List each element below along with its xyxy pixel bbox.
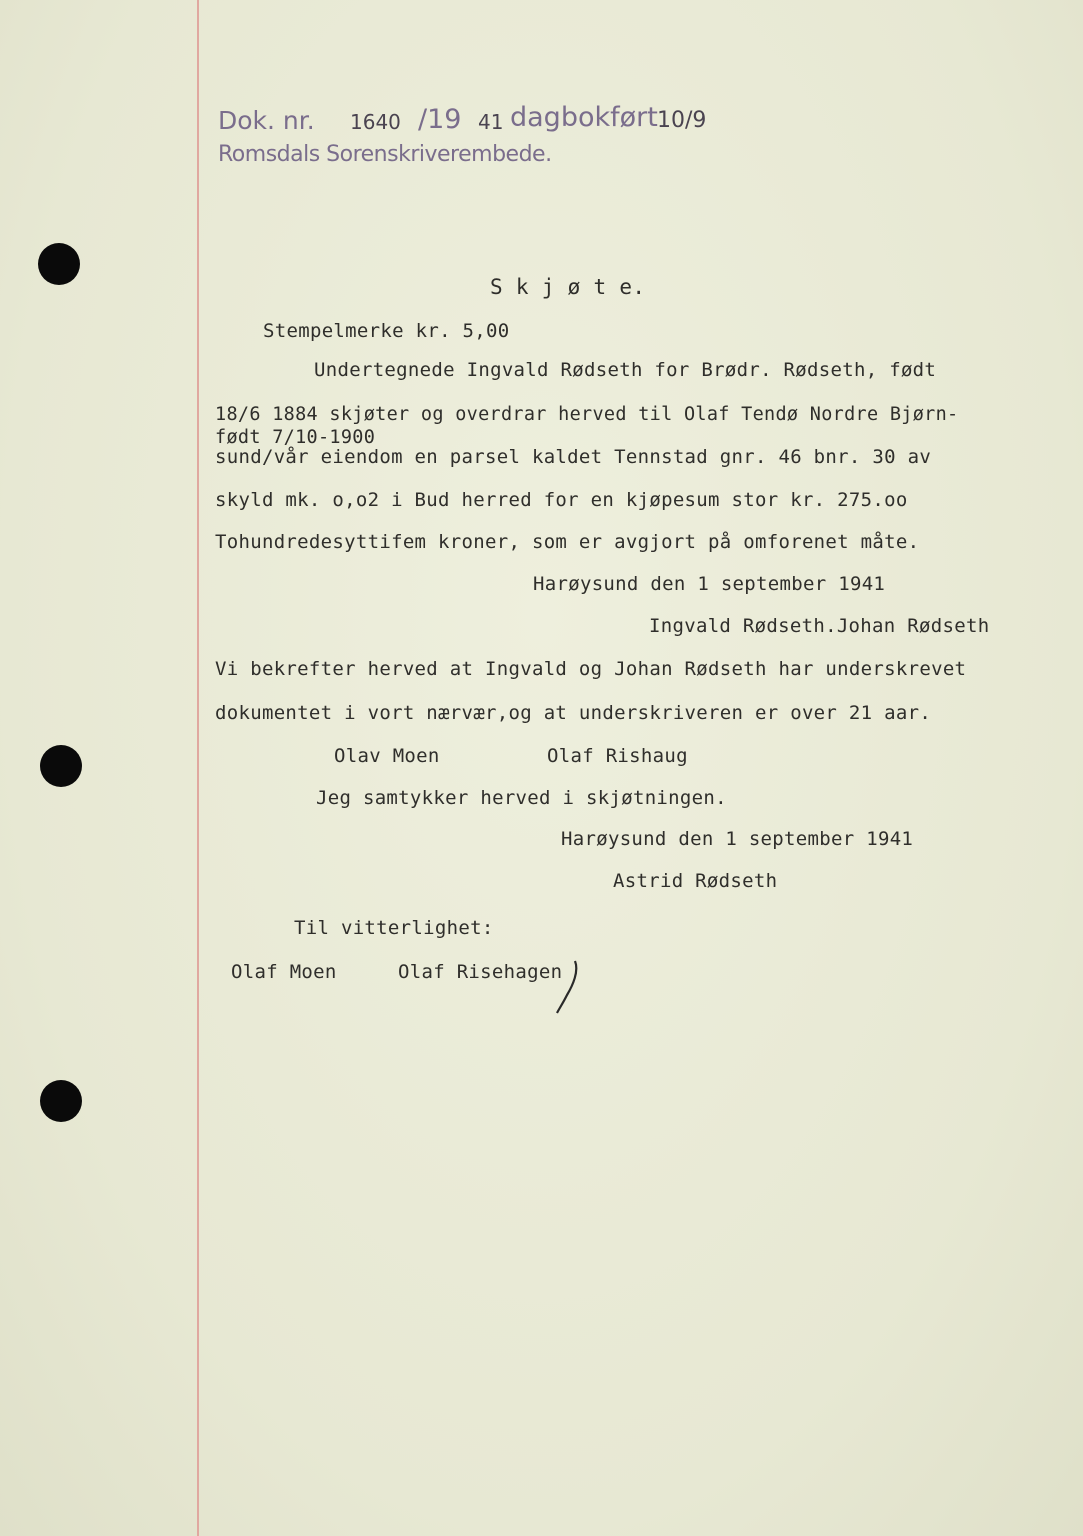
punch-hole-bottom: [40, 1080, 82, 1122]
text-line: skyld mk. o,o2 i Bud herred for en kjøpesum stor kr. 275.oo: [215, 489, 908, 511]
text-line: sund/vår eiendom en parsel kaldet Tennstad gnr. 46 bnr. 30 av: [215, 446, 932, 468]
text-line: Stempelmerke kr. 5,00: [263, 320, 510, 342]
stamp-year-prefix: /19: [418, 104, 462, 135]
signature-line: Ingvald Rødseth.Johan Rødseth: [649, 615, 990, 637]
place-date-line: Harøysund den 1 september 1941: [533, 573, 886, 595]
punch-hole-middle: [40, 745, 82, 787]
text-line: Jeg samtykker herved i skjøtningen.: [316, 787, 727, 809]
witness-name: Olav Moen: [334, 745, 440, 767]
text-line: Til vitterlighet:: [294, 917, 494, 939]
margin-rule: [197, 0, 199, 1536]
punch-hole-top: [38, 243, 80, 285]
text-line: Vi bekrefter herved at Ingvald og Johan Rødseth har underskrevet: [215, 658, 967, 680]
text-line: Tohundredesyttifem kroner, som er avgjort på omforenet måte.: [215, 531, 920, 553]
stamp-dagbokfort: dagbokført: [510, 102, 658, 133]
text-line-inserted: født 7/10-1900: [215, 427, 376, 448]
text-line: Undertegnede Ingvald Rødseth for Brødr. Rødseth, født: [314, 359, 937, 381]
text-line: 18/6 1884 skjøter og overdrar herved til Olaf Tendø Nordre Bjørn-: [215, 404, 959, 425]
place-date-line: Harøysund den 1 september 1941: [561, 828, 914, 850]
stamp-office: Romsdals Sorenskriverembede.: [218, 142, 552, 167]
stamp-dok-label: Dok. nr.: [218, 106, 315, 135]
document-title: S k j ø t e.: [490, 275, 646, 299]
stamp-date: 10/9: [657, 108, 707, 133]
handwritten-stroke-icon: [545, 955, 590, 1017]
witness-name: Olaf Moen: [231, 961, 337, 983]
stamp-year-suffix: 41: [478, 110, 504, 134]
stamp-dok-number: 1640: [350, 110, 401, 134]
text-line: dokumentet i vort nærvær,og at underskriveren er over 21 aar.: [215, 702, 932, 724]
witness-name: Olaf Rishaug: [547, 745, 688, 767]
witness-name: Olaf Risehagen: [398, 961, 563, 983]
signature-line: Astrid Rødseth: [613, 870, 778, 892]
